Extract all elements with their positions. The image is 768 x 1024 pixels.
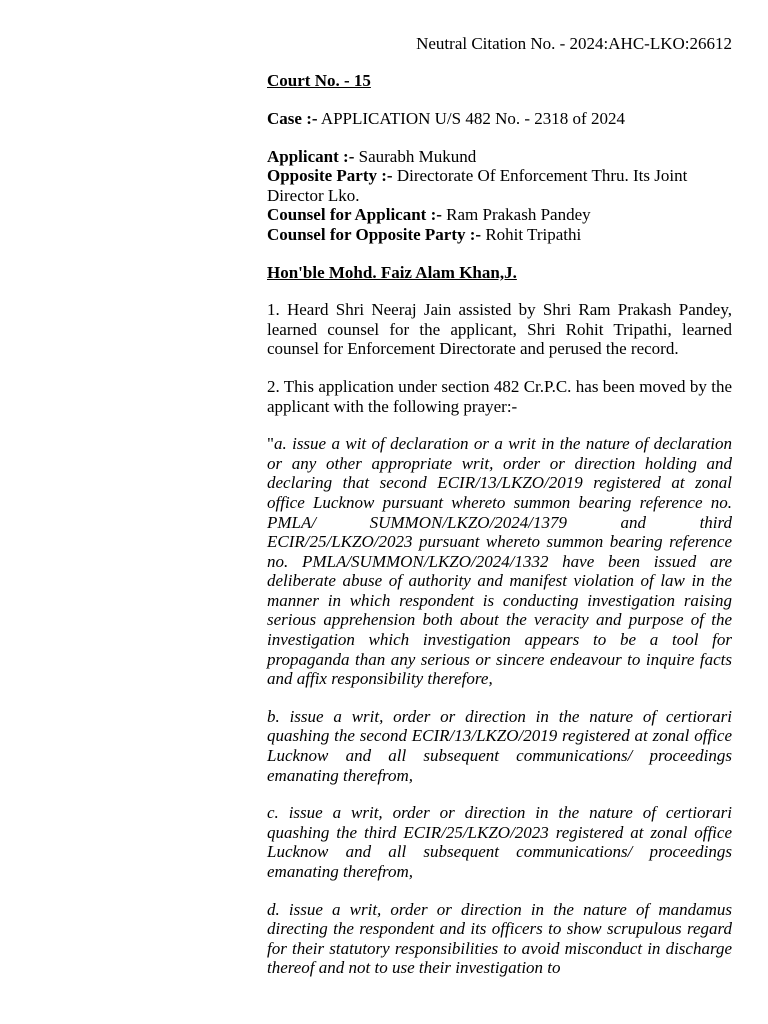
parties-block <box>267 147 732 245</box>
opposite-party-value: Directorate Of Enforcement Thru. Its Joint Director Lko. <box>267 166 688 205</box>
counsel-applicant-label: Counsel for Applicant :- <box>267 205 442 225</box>
case-line <box>267 109 732 129</box>
neutral-citation: Neutral Citation No. - 2024:AHC-LKO:26612 <box>416 34 732 53</box>
applicant-value: Saurabh Mukund <box>358 146 477 166</box>
paragraph-2: 2. This application under section 482 Cr.P.C. has been moved by the applicant with the following prayer:- <box>267 376 732 416</box>
counsel-opposite-line <box>267 225 732 245</box>
counsel-opposite-value: Rohit Tripathi <box>485 224 582 244</box>
prayer-c: c. issue a writ, order or direction in the nature of certiorari quashing the third ECIR/25/LKZO/2023 registered at zonal office Lucknow and all subsequent communications/ proceedings emanating therefrom, <box>267 803 732 881</box>
prayer-b: b. issue a writ, order or direction in the nature of certiorari quashing the second ECIR/13/LKZO/2019 registered at zonal office Lucknow and all subsequent communications/ proceedings emanating therefrom, <box>267 706 732 785</box>
prayer-a-text: a. issue a wit of declaration or a writ in the nature of declaration or any other appropriate writ, order or direction holding and declaring that second ECIR/13/LKZO/2019 registered at zonal office Lucknow pursuant whereto summon bearing reference no. PMLA/ SUMMON/LKZO/2024/1379 and third ECIR/25/LKZO/2023 pursuant whereto summon bearing reference no. PMLA/SUMMON/LKZO/2024/1332 have been issued are deliberate abuse of authority and manifest violation of law in the manner in which respondent is conducting investigation raising serious apprehension both about the veracity and purpose of the investigation which investigation appears to be a tool for propaganda than any serious or sincere endeavour to inquire facts and affix responsibility therefore, <box>267 434 732 689</box>
case-label: Case :- <box>267 109 318 128</box>
prayer-a <box>267 434 732 689</box>
applicant-line <box>267 147 732 167</box>
judge-name: Hon'ble Mohd. Faiz Alam Khan,J. <box>267 262 517 282</box>
opposite-party-label: Opposite Party :- <box>267 166 393 186</box>
prayer-d: d. issue a writ, order or direction in the nature of mandamus directing the respondent and its officers to show scrupulous regard for their statutory responsibilities to avoid misconduct in discharge thereof and not to use their investigation to <box>267 899 732 978</box>
paragraph-1: 1. Heard Shri Neeraj Jain assisted by Shri Ram Prakash Pandey, learned counsel for the applicant, Shri Rohit Tripathi, learned counsel for Enforcement Directorate and perused the record. <box>267 300 732 359</box>
court-number: Court No. - 15 <box>267 71 371 90</box>
case-value: APPLICATION U/S 482 No. - 2318 of 2024 <box>320 109 625 128</box>
counsel-opposite-label: Counsel for Opposite Party :- <box>267 224 482 244</box>
counsel-applicant-line <box>267 205 732 225</box>
applicant-label: Applicant :- <box>267 146 355 166</box>
document-body <box>267 71 732 978</box>
open-quote: " <box>267 434 274 454</box>
counsel-applicant-value: Ram Prakash Pandey <box>446 205 591 225</box>
opposite-party-line <box>267 166 732 205</box>
